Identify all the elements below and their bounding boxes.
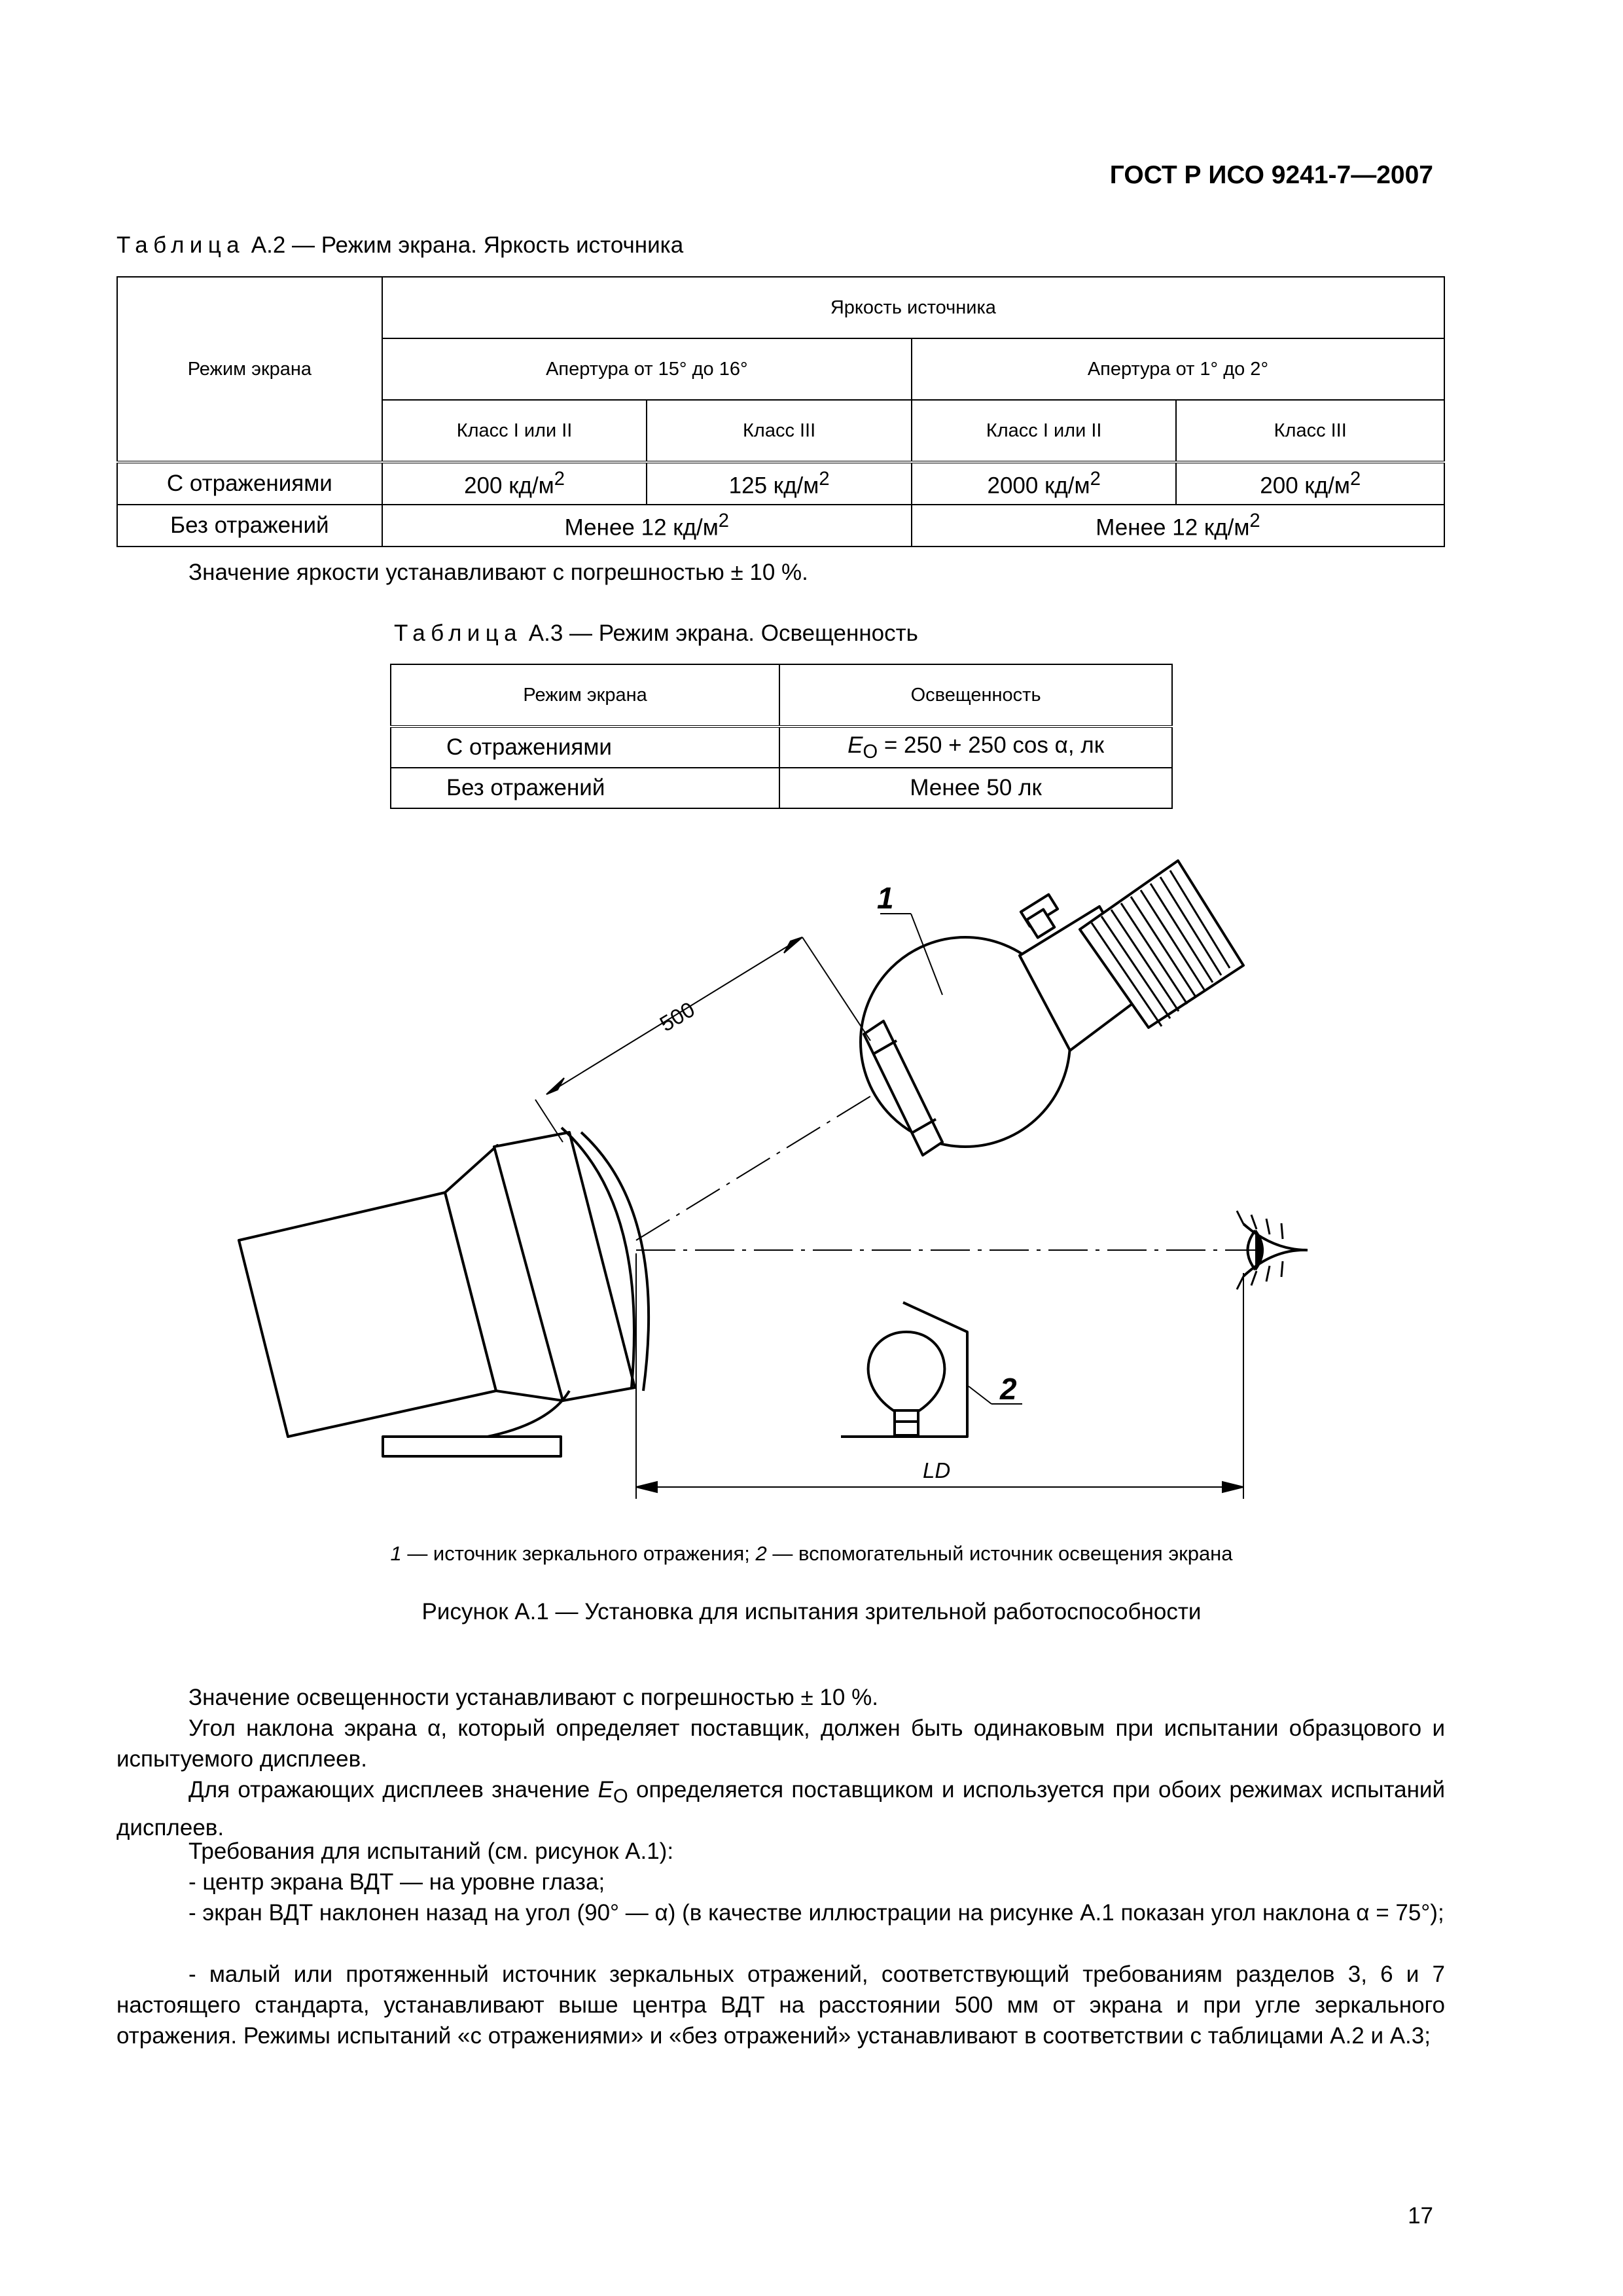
figure-caption: Рисунок А.1 — Установка для испытания зрительной работоспособности (421, 1599, 1202, 1624)
table-cell: $E_O = 250 + 250$ cos α, лк (779, 726, 1172, 768)
table-a2-note: Значение яркости устанавливают с погрешностью ± 10 %. (188, 560, 808, 585)
reflection-source-drawing (861, 861, 1243, 1155)
row-mode: Без отражений (117, 505, 382, 547)
auxiliary-lamp-drawing (841, 1302, 967, 1437)
document-code: ГОСТ Р ИСО 9241-7—2007 (1109, 161, 1433, 189)
col-header-mode: Режим экрана (117, 277, 382, 462)
col-header-aperture-1: Апертура от 15° до 16° (382, 338, 912, 400)
paragraph: - малый или протяженный источник зеркальных отражений, соответствующий требованиям разделов 3, 6 и 7 настоящего стандарта, устанавливают выше центра ВДТ на расстоянии 500 мм от экрана и при угле зеркального отражения. Режимы испытаний «с отражениями» и «без отражений» устанавливают в соответствии с таблицами А.2 и А.3; (116, 1962, 1445, 2049)
marker-1: 1 (877, 881, 894, 915)
paragraph: Для отражающих дисплеев значение $E_O$ определяется поставщиком и используется при обоих режимах испытаний дисплеев. (116, 1777, 1445, 1840)
col-header-class-3-a: Класс III (647, 400, 912, 462)
col-header-mode: Режим экрана (391, 664, 779, 726)
marker-2: 2 (1000, 1372, 1017, 1406)
col-header-class-1-2-a: Класс I или II (382, 400, 647, 462)
col-header-brightness: Яркость источника (382, 277, 1444, 338)
dimension-500 (535, 937, 870, 1142)
paragraph: Угол наклона экрана α, который определяет поставщик, должен быть одинаковым при испытании образцового и испытуемого дисплеев. (116, 1715, 1445, 1772)
row-mode: С отражениями (391, 726, 779, 768)
table-cell: 200 $кд/м^2$ (1176, 462, 1444, 505)
paragraph: Значение освещенности устанавливают с погрешностью ± 10 %. (188, 1685, 878, 1710)
monitor-drawing (239, 1128, 649, 1456)
table-cell: Менее 12 $кд/м^2$ (382, 505, 912, 547)
paragraph: Требования для испытаний (см. рисунок А.1): (188, 1839, 674, 1864)
col-header-illuminance: Освещенность (779, 664, 1172, 726)
table-cell: 2000 $кд/м^2$ (912, 462, 1177, 505)
row-mode: Без отражений (391, 768, 779, 808)
paragraph: - центр экрана ВДТ — на уровне глаза; (188, 1869, 605, 1895)
table-cell: Менее 12 $кд/м^2$ (912, 505, 1444, 547)
table-a3-title: А.3 — Режим экрана. Освещенность (522, 620, 918, 646)
dimension-500-label: 500 (655, 997, 699, 1037)
col-header-class-1-2-b: Класс I или II (912, 400, 1177, 462)
col-header-aperture-2: Апертура от 1° до 2° (912, 338, 1444, 400)
figure-legend: 1 — источник зеркального отражения; 2 — вспомогательный источник освещения экрана (390, 1542, 1233, 1565)
col-header-class-3-b: Класс III (1176, 400, 1444, 462)
table-cell: 200 $кд/м^2$ (382, 462, 647, 505)
table-cell: 125 $кд/м^2$ (647, 462, 912, 505)
table-cell: Менее 50 лк (779, 768, 1172, 808)
table-a2-label: Таблица (116, 232, 245, 258)
dimension-ld-label: LD (923, 1458, 951, 1482)
table-a3-label: Таблица (394, 620, 523, 646)
paragraph: - экран ВДТ наклонен назад на угол (90° — α) (в качестве иллюстрации на рисунке А.1 показан угол наклона α = 75°); (188, 1900, 1444, 1926)
page-number: 17 (1408, 2203, 1433, 2229)
table-a2-title: А.2 — Режим экрана. Яркость источника (245, 232, 684, 258)
row-mode: С отражениями (117, 462, 382, 505)
